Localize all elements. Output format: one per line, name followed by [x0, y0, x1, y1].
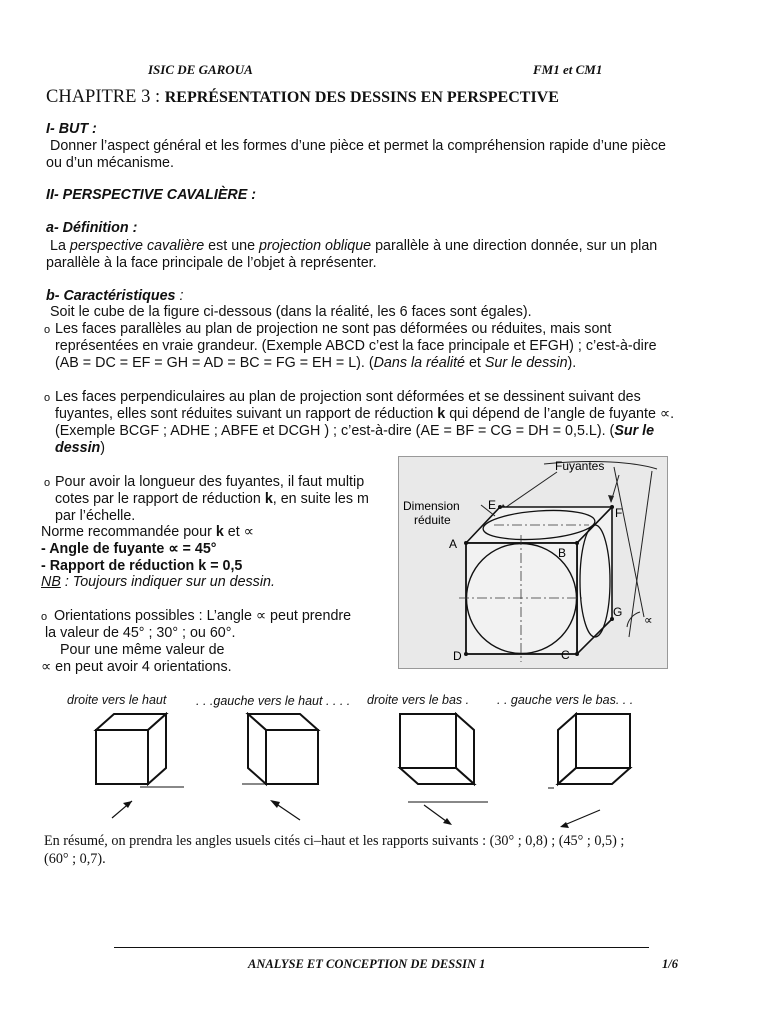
chapter-title: REPRÉSENTATION DES DESSINS EN PERSPECTIVE: [164, 89, 559, 106]
definition-heading: a- Définition :: [46, 220, 138, 236]
cube-figure-svg: [399, 457, 667, 668]
definition-line2: parallèle à la face principale de l’objet à représenter.: [46, 255, 377, 271]
bullet4-line1: Orientations possibles : L’angle ∝ peut prendre: [54, 608, 352, 624]
label-a: A: [449, 537, 458, 551]
caracteristiques-title: b- Caractéristiques: [46, 288, 176, 304]
section-but-line1: Donner l’aspect général et les formes d’une pièce et permet la compréhension rapide d’une pièce: [50, 138, 666, 154]
bullet3-line3: par l’échelle.: [55, 508, 136, 524]
cube-right-down: [400, 714, 488, 825]
vertex-d: [464, 652, 468, 656]
bullet2-text-c: qui dépend de l’angle de fuyante ∝.: [445, 406, 675, 422]
dimension-label-line2: réduite: [414, 513, 451, 527]
cube-left-up: [242, 714, 318, 820]
bullet1-line1: Les faces parallèles au plan de projection ne sont pas déformées ou réduites, mais sont: [55, 321, 612, 337]
class-name: FM1 et CM1: [533, 62, 603, 77]
nb-line: [41, 574, 275, 592]
bullet4-line4: ∝ en peut avoir 4 orientations.: [41, 659, 232, 675]
cube-figure: [398, 456, 668, 669]
orientation-cubes: [60, 712, 720, 836]
bullet3-line1: Pour avoir la longueur des fuyantes, il faut multip: [55, 474, 365, 490]
bullet4-line2: la valeur de 45° ; 30° ; ou 60°.: [45, 625, 236, 641]
norme-line: [41, 524, 254, 542]
alpha-label: ∝: [644, 613, 653, 627]
bullet1-text-a: (AB = DC = EF = GH = AD = BC = FG = EH = L). (: [55, 355, 374, 371]
caracteristiques-colon: :: [175, 288, 184, 304]
label-c: C: [561, 648, 570, 662]
section-but-heading: I- BUT :: [46, 121, 97, 137]
footer-rule: [114, 947, 649, 948]
definition-line1: [50, 238, 657, 256]
school-name: ISIC DE GAROUA: [148, 62, 253, 77]
bullet3-line2: [55, 491, 369, 509]
bullet2-close: ): [100, 440, 106, 456]
bullet1-text-drawing: Sur le dessin: [484, 355, 568, 371]
vertex-b: [575, 541, 579, 545]
angle-fuyante-line: - Angle de fuyante ∝ = 45°: [41, 541, 217, 557]
orientation-label-1: droite vers le haut: [67, 693, 167, 707]
bullet2-line1: Les faces perpendiculaires au plan de projection sont déformées et se dessinent suivant des: [55, 389, 641, 405]
rapport-reduction-line: - Rapport de réduction k = 0,5: [41, 558, 243, 574]
summary-line2: (60° ; 0,7).: [44, 851, 106, 867]
fuyantes-arrow-line: [614, 467, 644, 617]
bullet2-line4: [55, 440, 105, 458]
dimension-label-line1: Dimension: [403, 499, 460, 513]
norme-alpha: et ∝: [223, 524, 254, 540]
definition-term-cavaliere: perspective cavalière: [69, 238, 205, 254]
bullet2-dessin: dessin: [55, 440, 101, 456]
bullet3-text-a: cotes par le rapport de réduction: [55, 491, 265, 507]
section-but-line2: ou d’un mécanisme.: [46, 155, 174, 171]
orientation-label-3: droite vers le bas .: [367, 693, 470, 707]
arrowhead: [608, 495, 614, 503]
label-e: E: [488, 498, 497, 512]
bullet4-line3: Pour une même valeur de: [60, 642, 225, 658]
cube-left-down: [548, 714, 630, 828]
caracteristiques-heading: [46, 288, 183, 306]
bullet1-text-and: et: [465, 355, 485, 371]
section-cavaliere-heading: II- PERSPECTIVE CAVALIÈRE :: [46, 187, 256, 203]
bullet1-line2: représentées en vraie grandeur. (Exemple ABCD c’est la face principale et EFGH) ; c’est-à-dire: [55, 338, 657, 354]
label-f: F: [615, 506, 623, 520]
bullet2-text-example: (Exemple BCGF ; ADHE ; ABFE et DCGH ) ; c’est-à-dire (AE = BF = CG = DH = 0,5.L). (: [55, 423, 615, 439]
label-b: B: [558, 546, 567, 560]
bullet-marker: o: [41, 611, 48, 623]
label-g: G: [613, 605, 623, 619]
bullet2-sur-le: Sur le: [614, 423, 655, 439]
summary-line1: En résumé, on prendra les angles usuels cités ci–haut et les rapports suivants : (30° ; 0,8) ; (45° ; 0,5) ;: [44, 833, 625, 849]
vertex-a: [464, 541, 468, 545]
definition-term-oblique: projection oblique: [259, 238, 372, 254]
nb-label: NB: [41, 574, 61, 590]
fuyantes-label: Fuyantes: [555, 459, 605, 473]
chapter-prefix: CHAPITRE 3 :: [46, 87, 165, 107]
bullet-marker: o: [44, 392, 51, 404]
bullet2-line3: [55, 423, 654, 441]
orientation-label-2: . . .gauche vers le haut . . . .: [196, 694, 351, 708]
bullet1-text-reality: Dans la réalité: [373, 355, 465, 371]
norme-k: k: [215, 524, 224, 540]
definition-text-c: est une: [204, 238, 260, 254]
vertex-f: [610, 505, 614, 509]
chapter-heading: [46, 87, 559, 108]
bullet2-k: k: [437, 406, 446, 422]
definition-text-a: La: [50, 238, 70, 254]
label-d: D: [453, 649, 462, 663]
cube-right-up: [96, 714, 184, 818]
vertex-c: [575, 652, 579, 656]
footer-title: ANALYSE ET CONCEPTION DE DESSIN 1: [248, 957, 486, 971]
norme-text: Norme recommandée pour: [41, 524, 216, 540]
bullet-marker: o: [44, 324, 51, 336]
definition-text-e: parallèle à une direction donnée, sur un plan: [371, 238, 658, 254]
bullet2-line2: [55, 406, 674, 424]
fuyantes-arrow-left: [499, 472, 557, 512]
caracteristiques-intro: Soit le cube de la figure ci-dessous (dans la réalité, les 6 faces sont égales).: [50, 304, 532, 320]
bullet3-k: k: [264, 491, 273, 507]
bullet3-text-c: , en suite les m: [272, 491, 369, 507]
bullet2-text-a: fuyantes, elles sont réduites suivant un rapport de réduction: [55, 406, 438, 422]
alpha-arc: [627, 612, 640, 627]
page-number: 1/6: [662, 957, 678, 971]
vertex-e: [498, 505, 502, 509]
orientation-label-4: . . gauche vers le bas. . .: [497, 693, 634, 707]
bullet1-line3: [55, 355, 576, 373]
bullet-marker: o: [44, 477, 51, 489]
nb-text: : Toujours indiquer sur un dessin.: [60, 574, 275, 590]
bullet1-text-end: ).: [567, 355, 577, 371]
